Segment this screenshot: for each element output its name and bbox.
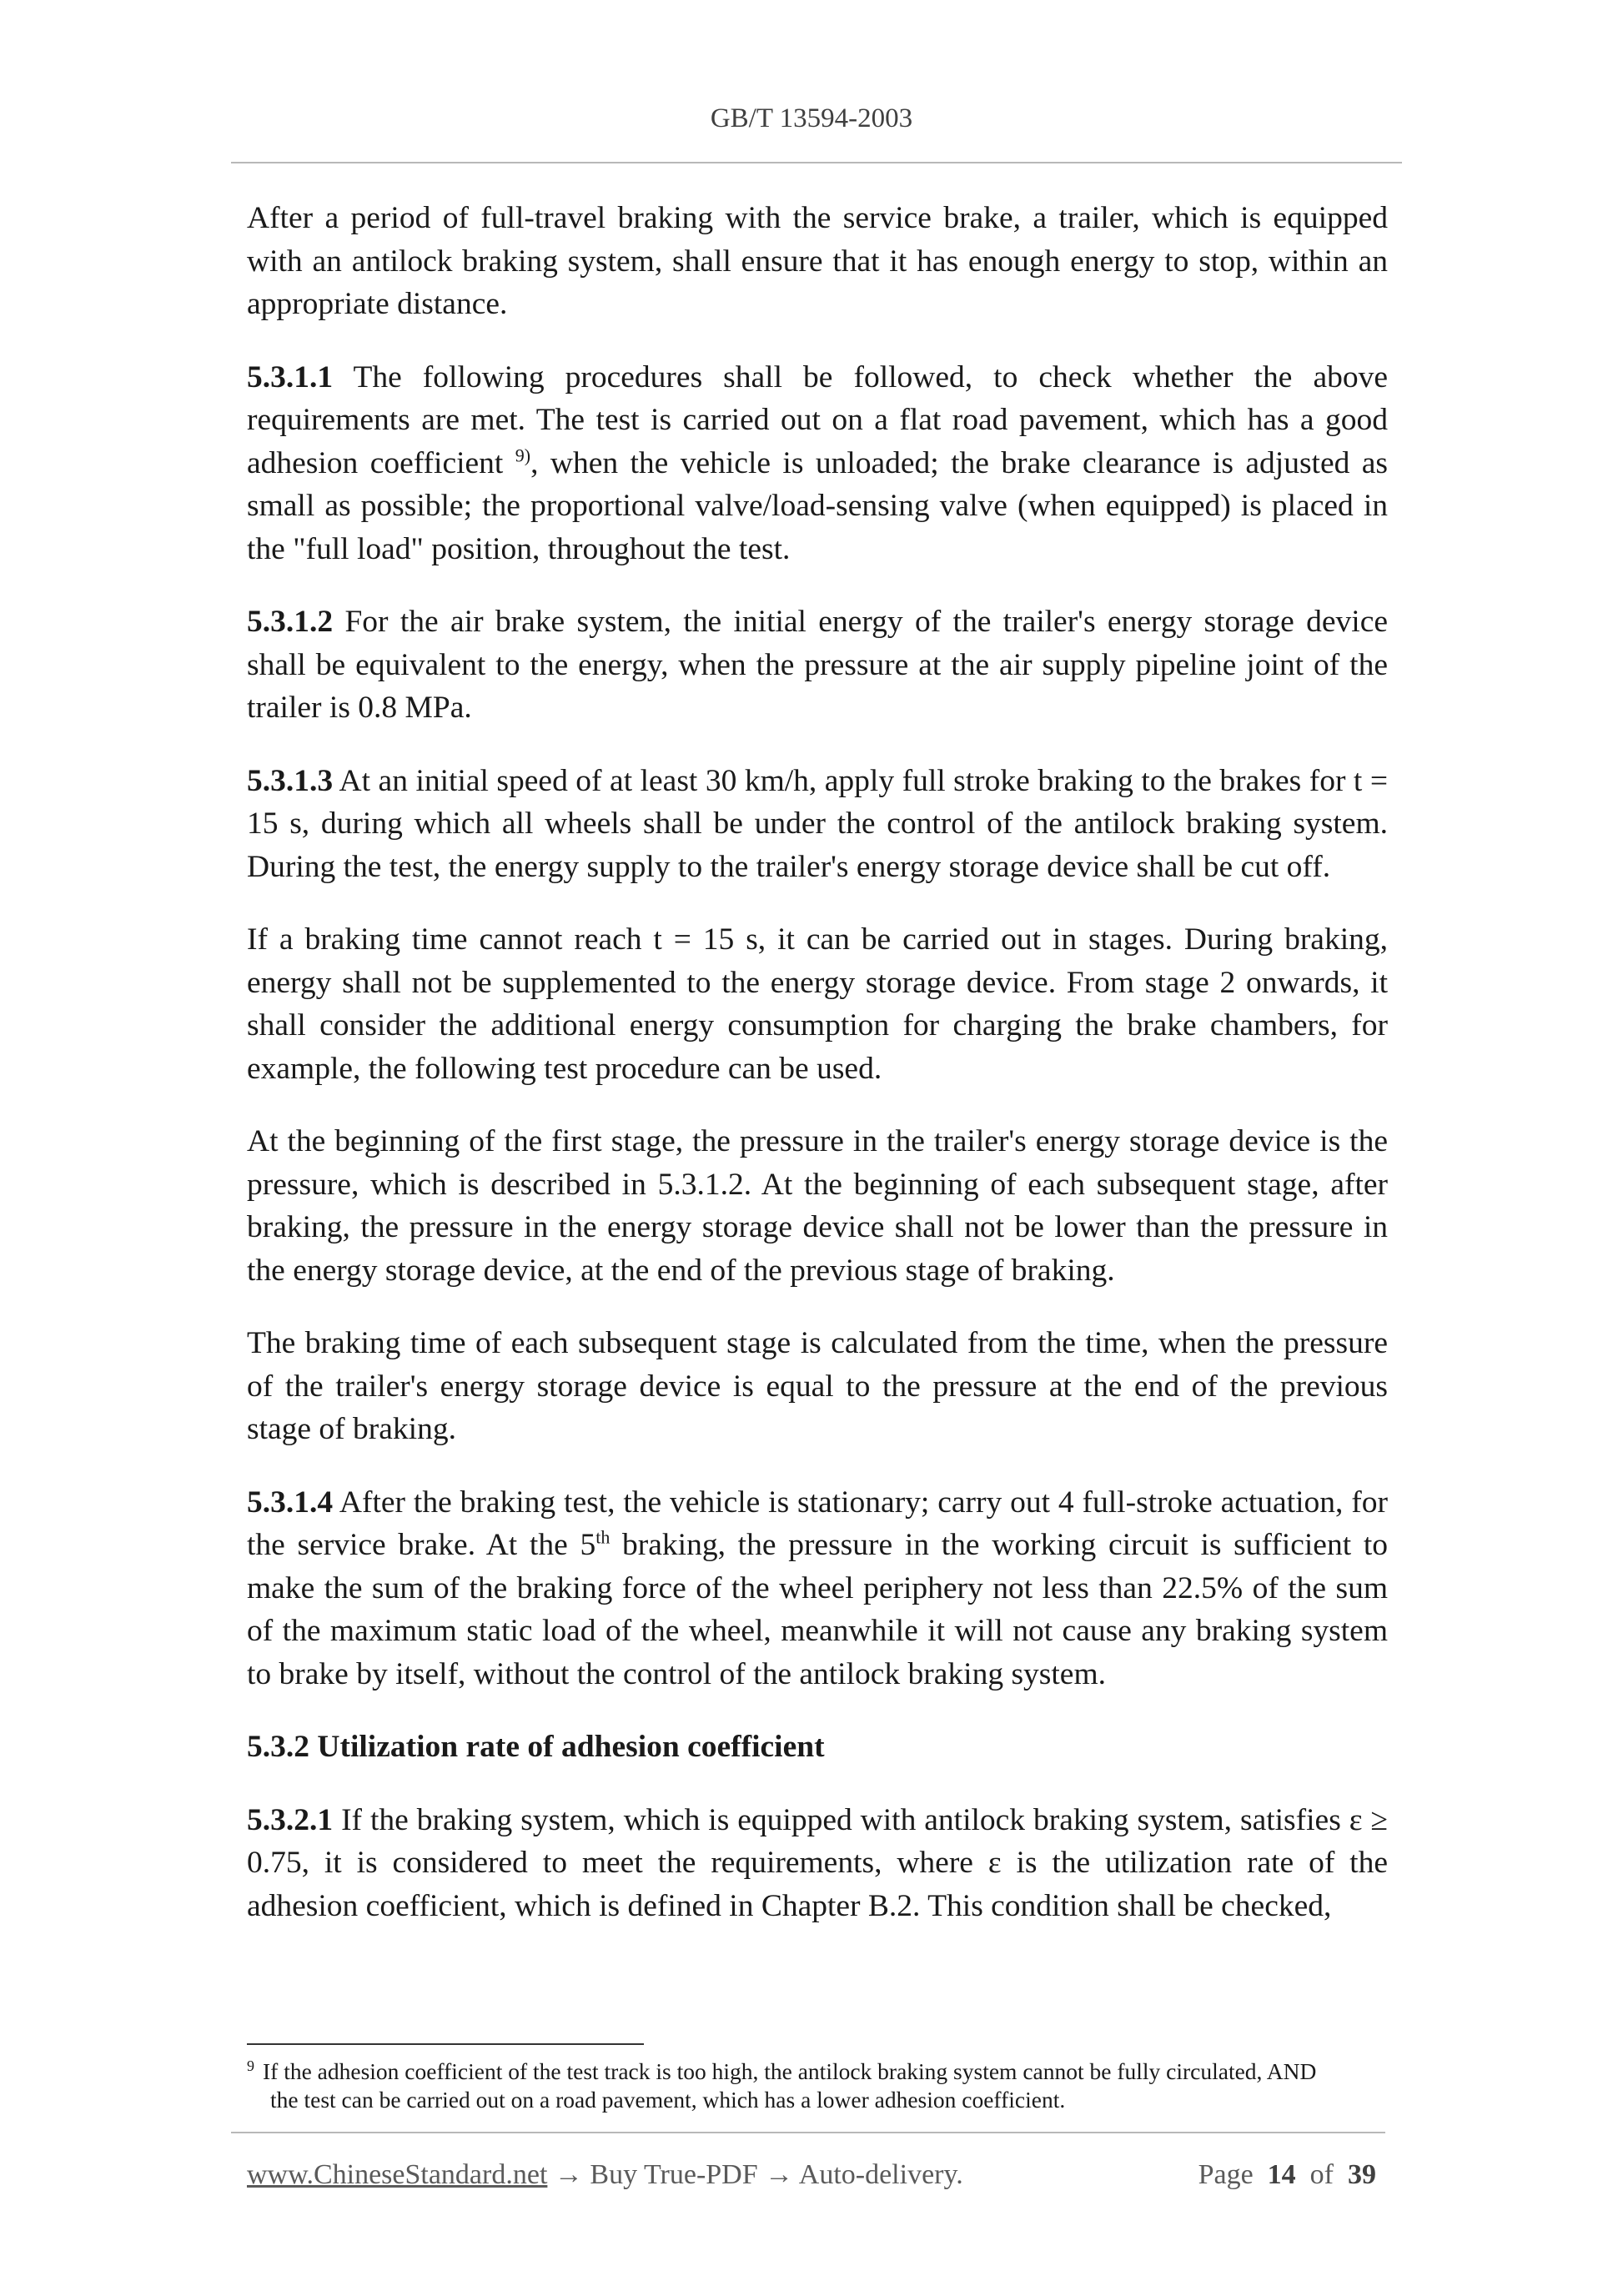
arrow-right-icon: → xyxy=(757,2159,799,2190)
clause-text: At an initial speed of at least 30 km/h, apply full stroke braking to the brakes for t = 15 s, during which all wheels shall be under the control of the antilock braking system. During the test, the energy supply to the trailer's energy storage device shall be cut off. xyxy=(247,763,1388,884)
auto-delivery-text: Auto-delivery. xyxy=(798,2159,963,2190)
footnote-line: the test can be carried out on a road pavement, which has a lower adhesion coefficient. xyxy=(270,2087,1066,2113)
footnote-divider xyxy=(247,2043,644,2045)
clause-5-3-2-1 xyxy=(247,1799,1388,1928)
document-header: GB/T 13594-2003 xyxy=(710,103,913,133)
clause-text: The following procedures shall be followed, to check whether the above requirements are met. The test is carried out on a flat road pavement, which has a good adhesion coefficient xyxy=(247,359,1388,480)
page-of-label: of xyxy=(1309,2159,1334,2190)
first-stage-paragraph: At the beginning of the first stage, the pressure in the trailer's energy storage device is the pressure, which is described in 5.3.1.2. At the beginning of each subsequent stage, after braking, the pressure in the energy storage device shall not be lower than the pressure in the energy storage device, at the end of the previous stage of braking. xyxy=(247,1124,1388,1288)
clause-number: 5.3.1.4 xyxy=(247,1485,334,1520)
section-heading-5-3-2: 5.3.2 Utilization rate of adhesion coefficient xyxy=(247,1730,825,1764)
footnote xyxy=(247,2057,1388,2114)
clause-5-3-1-4 xyxy=(247,1481,1388,1696)
ordinal-suffix: th xyxy=(595,1526,611,1548)
clause-number: 5.3.1.1 xyxy=(247,359,334,394)
clause-text: If the braking system, which is equipped with antilock braking system, satisfies ε ≥ 0.75, it is considered to meet the requirements, where ε is the utilization rate of the adhesion coefficient, which is defined in Chapter B.2. This condition shall be checked, xyxy=(247,1802,1388,1923)
clause-5-3-1-1 xyxy=(247,356,1388,571)
clause-text: , when the vehicle is unloaded; the brake clearance is adjusted as small as possible; the proportional valve/load-sensing valve (when equipped) is placed in the "full load" position, throughout the test. xyxy=(247,445,1389,566)
buy-pdf-text: Buy True-PDF xyxy=(590,2159,758,2190)
clause-text: After the braking test, the vehicle is stationary; carry out 4 full-stroke actuation, for the service brake. At the 5 xyxy=(247,1485,1388,1562)
footer-divider xyxy=(231,2132,1385,2133)
page-footer xyxy=(247,2159,1376,2191)
site-link[interactable]: www.ChineseStandard.net xyxy=(247,2159,548,2190)
clause-5-3-1-2 xyxy=(247,600,1388,730)
arrow-right-icon: → xyxy=(547,2159,590,2190)
header-divider xyxy=(231,162,1402,163)
clause-text: For the air brake system, the initial energy of the trailer's energy storage device shall be equivalent to the energy, when the pressure at the air supply pipeline joint of the trailer is 0.8 MPa. xyxy=(247,605,1388,725)
footnote-reference: 9) xyxy=(515,445,531,465)
footnote-mark: 9 xyxy=(247,2057,254,2074)
intro-paragraph: After a period of full-travel braking with the service brake, a trailer, which is equipped with an antilock braking system, shall ensure that it has enough energy to stop, within an appropriate distance. xyxy=(247,201,1388,321)
document-body xyxy=(247,197,1388,1927)
braking-time-paragraph: The braking time of each subsequent stage is calculated from the time, when the pressure of the trailer's energy storage device is equal to the pressure at the end of the previous stage of braking. xyxy=(247,1326,1388,1446)
clause-text: braking, the pressure in the working circuit is sufficient to make the sum of the braking force of the wheel periphery not less than 22.5% of the sum of the maximum static load of the wheel, meanwhile it will not cause any braking system to brake by itself, without the control of the antilock braking system. xyxy=(247,1528,1388,1691)
footnote-line: If the adhesion coefficient of the test track is too high, the antilock braking system cannot be fully circulated, AND xyxy=(263,2058,1317,2084)
clause-number: 5.3.2.1 xyxy=(247,1802,334,1837)
page-total: 39 xyxy=(1348,2159,1376,2190)
clause-number: 5.3.1.2 xyxy=(247,605,334,639)
clause-5-3-1-3 xyxy=(247,760,1388,889)
stages-paragraph: If a braking time cannot reach t = 15 s, it can be carried out in stages. During braking, energy shall not be supplemented to the energy storage device. From stage 2 onwards, it shall consider the additional energy consumption for charging the brake chambers, for example, the following test procedure can be used. xyxy=(247,922,1388,1086)
page-indicator xyxy=(1198,2159,1376,2191)
page-label: Page xyxy=(1198,2159,1254,2190)
page-number: 14 xyxy=(1267,2159,1296,2190)
clause-number: 5.3.1.3 xyxy=(247,763,334,798)
